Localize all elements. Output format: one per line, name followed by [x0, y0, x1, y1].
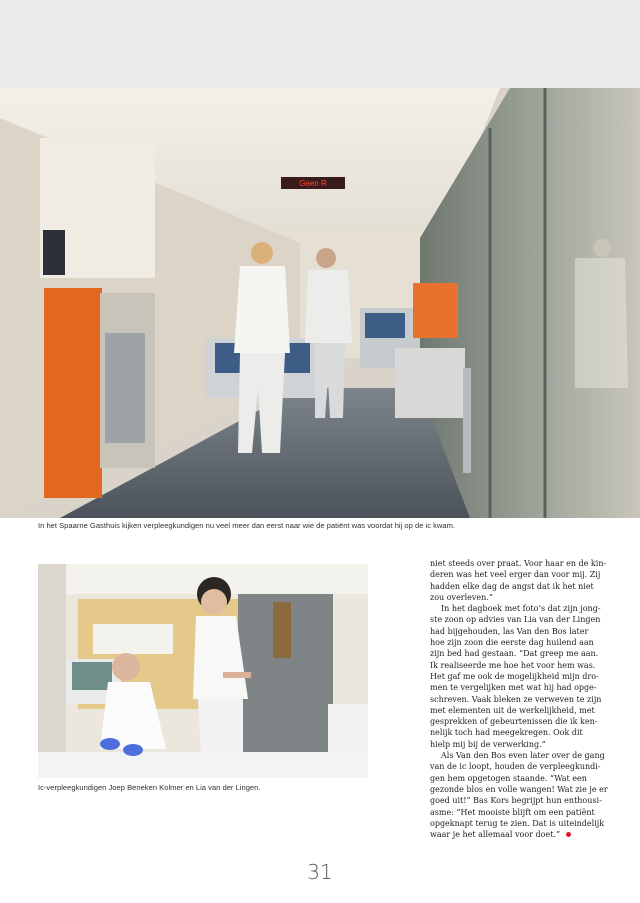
article-text-line: Als Van den Bos even later over de gang [441, 751, 605, 761]
article-text-line: In het dagboek met foto’s dat zijn jong- [441, 604, 601, 614]
article-text-line: zou overleven.” [430, 592, 493, 602]
article-text-line: Ik realiseerde me hoe het voor hem was. [430, 660, 596, 670]
article-text-line: hadden elke dag de angst dat ik het niet [430, 581, 594, 591]
hero-photo-caption: In het Spaarne Gasthuis kijken verpleegkundigen nu veel meer dan eerst naar wie de patiënt was voordat hij op de ic kwam. [38, 521, 456, 530]
article-text-line: gen hem opgetogen staande. “Wat een [430, 773, 587, 783]
nurses-photo-caption: Ic-verpleegkundigen Joep Beneken Kolmer en Lia van der Lingen. [38, 783, 261, 792]
end-of-article-mark [566, 832, 571, 837]
article-text-line: deren was het veel erger dan voor mij. Zij [430, 570, 601, 580]
article-text-line: men te vergelijken met wat hij had opge- [430, 683, 597, 693]
top-margin [0, 0, 640, 88]
article-text-line: opgeknapt terug te zien. Dat is uiteindelijk [430, 818, 605, 828]
article-text-line: niet steeds over praat. Voor haar en de kin- [430, 559, 607, 568]
article-text-line: gesprekken of gebeurtenissen die ik ken- [430, 717, 598, 727]
article-text-line: waar je het allemaal voor doet.” [430, 829, 606, 840]
article-text-column [430, 558, 606, 840]
article-text-line: nelijk toch had meegekregen. Ook dit [430, 728, 583, 738]
article-text-line: van de ic loopt, houden de verpleegkundi- [430, 762, 601, 772]
article-text-line: hoe zijn zoon die eerste dag huilend aan [430, 638, 594, 648]
article-text-line: schreven. Vaak bleken ze verweven te zijn [430, 694, 602, 704]
page-number: 31 [307, 860, 333, 884]
article-text-line: goed uit!” Bas Kors begrijpt hun enthousi- [430, 796, 602, 806]
exit-sign-text: Geen R [299, 179, 327, 188]
article-text-line: asme: “Het mooiste blijft om een patiënt [430, 807, 595, 817]
article-text-line: ste zoon op advies van Lia van der Lingen [430, 615, 601, 625]
article-text-line: met elementen uit de werkelijkheid, met [430, 705, 595, 715]
article-text-line: had bijgehouden, las Van den Bos later [430, 626, 589, 636]
article-text-line: Het gaf me ook de mogelijkheid mijn dro- [430, 671, 599, 681]
article-text-line: zijn bed had gestaan. “Dat greep me aan. [430, 649, 599, 659]
article-text-line: gezonde blos en volle wangen! Wat zie je er [430, 784, 608, 794]
nurses-photo [38, 564, 368, 778]
article-text-line: hielp mij bij de verwerking.” [430, 739, 546, 749]
hero-photo-corridor [0, 88, 640, 518]
